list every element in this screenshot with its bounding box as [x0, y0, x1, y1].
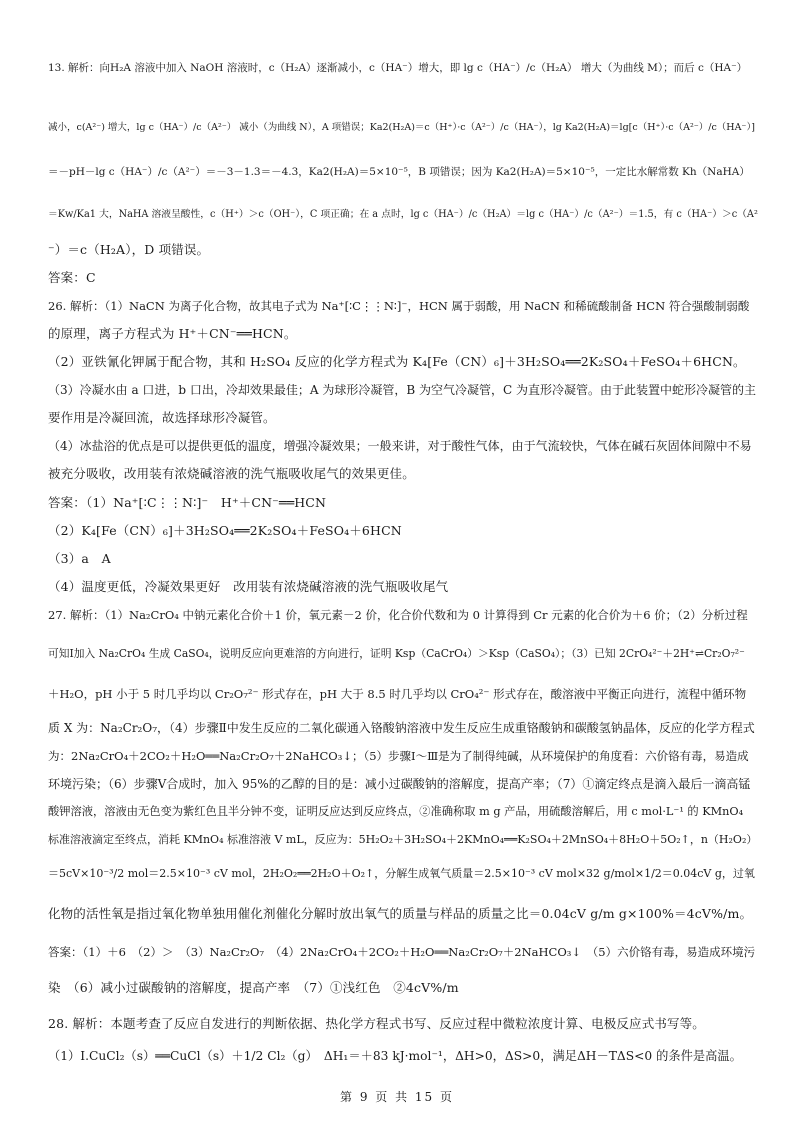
text-line: 化物的活性氧是指过氧化物单独用催化剂催化分解时放出氧气的质量与样品的质量之比＝0.04cV g/m g×100%＝4cV%/m。: [48, 906, 753, 921]
text-line: 减小，c(A²⁻) 增大，lg c（HA⁻）/c（A²⁻） 减小（为曲线 N），A 项错误；Ka2(H₂A)＝c（H⁺）·c（A²⁻）/c（HA⁻），lg Ka2(H₂A)＝lg[c（H⁺）·c（A²⁻）/c（HA⁻）]: [48, 122, 755, 133]
text-line: 27. 解析：（1）Na₂CrO₄ 中钠元素化合价＋1 价，氧元素－2 价，化合价代数和为 0 计算得到 Cr 元素的化合价为＋6 价；（2）分析过程: [48, 608, 748, 622]
text-line: 质 X 为：Na₂Cr₂O₇，（4）步骤Ⅱ中发生反应的二氧化碳通入铬酸钠溶液中发生反应生成重铬酸钠和碳酸氢钠晶体，反应的化学方程式: [48, 721, 755, 735]
text-line: （2）K₄[Fe（CN）₆]＋3H₂SO₄══2K₂SO₄＋FeSO₄＋6HCN: [48, 523, 402, 538]
text-line: ＝－pH－lg c（HA⁻）/c（A²⁻）＝－3－1.3＝－4.3，Ka2(H₂A)＝5×10⁻⁵，B 项错误；因为 Ka2(H₂A)＝5×10⁻⁵，一定比水解常数 Kh（NaHA）: [48, 166, 750, 178]
text-line: 酸钾溶液，溶液由无色变为紫红色且半分钟不变，证明反应达到反应终点，②准确称取 m g 产品，用硫酸溶解后，用 c mol·L⁻¹ 的 KMnO₄: [48, 805, 744, 818]
answer-line: 答案：C: [48, 270, 96, 285]
text-line: （2）亚铁氰化钾属于配合物，其和 H₂SO₄ 反应的化学方程式为 K₄[Fe（CN）₆]＋3H₂SO₄══2K₂SO₄＋FeSO₄＋6HCN。: [48, 354, 746, 369]
text-line: 环境污染；（6）步骤Ⅴ合成时，加入 95%的乙醇的目的是：减小过碳酸钠的溶解度，提高产率；（7）①滴定终点是滴入最后一滴高锰: [48, 777, 751, 791]
text-line: （4）冰盐浴的优点是可以提供更低的温度，增强冷凝效果；一般来讲，对于酸性气体，由于气流较快，气体在碱石灰固体间隙中不易: [48, 439, 752, 453]
text-line: 28. 解析：本题考查了反应自发进行的判断依据、热化学方程式书写、反应过程中微粒浓度计算、电极反应式书写等。: [48, 1016, 705, 1031]
text-line: 染 （6）减小过碳酸钠的溶解度，提高产率 （7）①浅红色 ②4cV%/m: [48, 980, 459, 995]
text-line: 被充分吸收，改用装有浓烧碱溶液的洗气瓶吸收尾气的效果更佳。: [48, 466, 415, 481]
text-line: 为：2Na₂CrO₄＋2CO₂＋H₂O══Na₂Cr₂O₇＋2NaHCO₃↓；（5）步骤Ⅰ～Ⅲ是为了制得纯碱，从环境保护的角度看：六价铬有毒，易造成: [48, 749, 749, 763]
text-line: ⁻）＝c（H₂A），D 项错误。: [48, 242, 210, 257]
text-line: （3）a A: [48, 551, 111, 566]
text-line: （1）Ⅰ.CuCl₂（s）══CuCl（s）＋1/2 Cl₂（g） ΔH₁＝＋83 kJ·mol⁻¹，ΔH>0，ΔS>0，满足ΔH－TΔS<0 的条件是高温。: [48, 1049, 742, 1063]
text-line: （4）温度更低，冷凝效果更好 改用装有浓烧碱溶液的洗气瓶吸收尾气: [48, 579, 449, 594]
text-line: （3）冷凝水由 a 口进，b 口出，冷却效果最佳；A 为球形冷凝管，B 为空气冷凝管，C 为直形冷凝管。由于此装置中蛇形冷凝管的主: [48, 383, 757, 397]
text-line: ＝5cV×10⁻³/2 mol＝2.5×10⁻³ cV mol，2H₂O₂══2H₂O＋O₂↑，分解生成氧气质量＝2.5×10⁻³ cV mol×32 g/mol×1/2＝0.04cV g，过氧: [48, 867, 755, 880]
text-line: 13. 解析：向H₂A 溶液中加入 NaOH 溶液时，c（H₂A）逐渐减小，c（HA⁻）增大，即 lg c（HA⁻）/c（H₂A） 增大（为曲线 M）；而后 c（HA⁻）: [48, 62, 748, 74]
text-line: 标准溶液滴定至终点，消耗 KMnO₄ 标准溶液 V mL，反应为：5H₂O₂＋3H₂SO₄＋2KMnO₄══K₂SO₄＋2MnSO₄＋8H₂O＋5O₂↑，n（H₂O₂）: [48, 833, 758, 846]
answer-line: 答案：（1）＋6 （2）＞ （3）Na₂Cr₂O₇ （4）2Na₂CrO₄＋2CO₂＋H₂O══Na₂Cr₂O₇＋2NaHCO₃↓ （5）六价铬有毒，易造成环境污: [48, 945, 756, 959]
text-line: ＋H₂O，pH 小于 5 时几乎均以 Cr₂O₇²⁻ 形式存在，pH 大于 8.5 时几乎均以 CrO₄²⁻ 形式存在，酸溶液中平衡正向进行，流程中循环物: [48, 687, 747, 701]
text-line: 26. 解析：（1）NaCN 为离子化合物，故其电子式为 Na⁺[∶C⋮⋮N∶]⁻，HCN 属于弱酸，用 NaCN 和稀硫酸制备 HCN 符合强酸制弱酸: [48, 299, 750, 313]
page-number-footer: 第 9 页 共 15 页: [340, 1090, 454, 1104]
answer-line: 答案：（1）Na⁺[∶C⋮⋮N∶]⁻ H⁺＋CN⁻══HCN: [48, 495, 327, 510]
text-line: 要作用是冷凝回流，故选择球形冷凝管。: [48, 410, 276, 425]
text-line: 的原理，离子方程式为 H⁺＋CN⁻══HCN。: [48, 326, 297, 341]
text-line: ＝Kw/Ka1 大，NaHA 溶液呈酸性，c（H⁺）＞c（OH⁻），C 项正确；在 a 点时，lg c（HA⁻）/c（H₂A）＝lg c（HA⁻）/c（A²⁻）＝1.5，有 c（HA⁻）＞c（A²: [48, 209, 758, 220]
text-line: 可知Ⅰ加入 Na₂CrO₄ 生成 CaSO₄，说明反应向更难溶的方向进行，证明 Ksp（CaCrO₄）＞Ksp（CaSO₄）；（3）已知 2CrO₄²⁻＋2H⁺⇌Cr₂O₇²⁻: [48, 647, 745, 660]
